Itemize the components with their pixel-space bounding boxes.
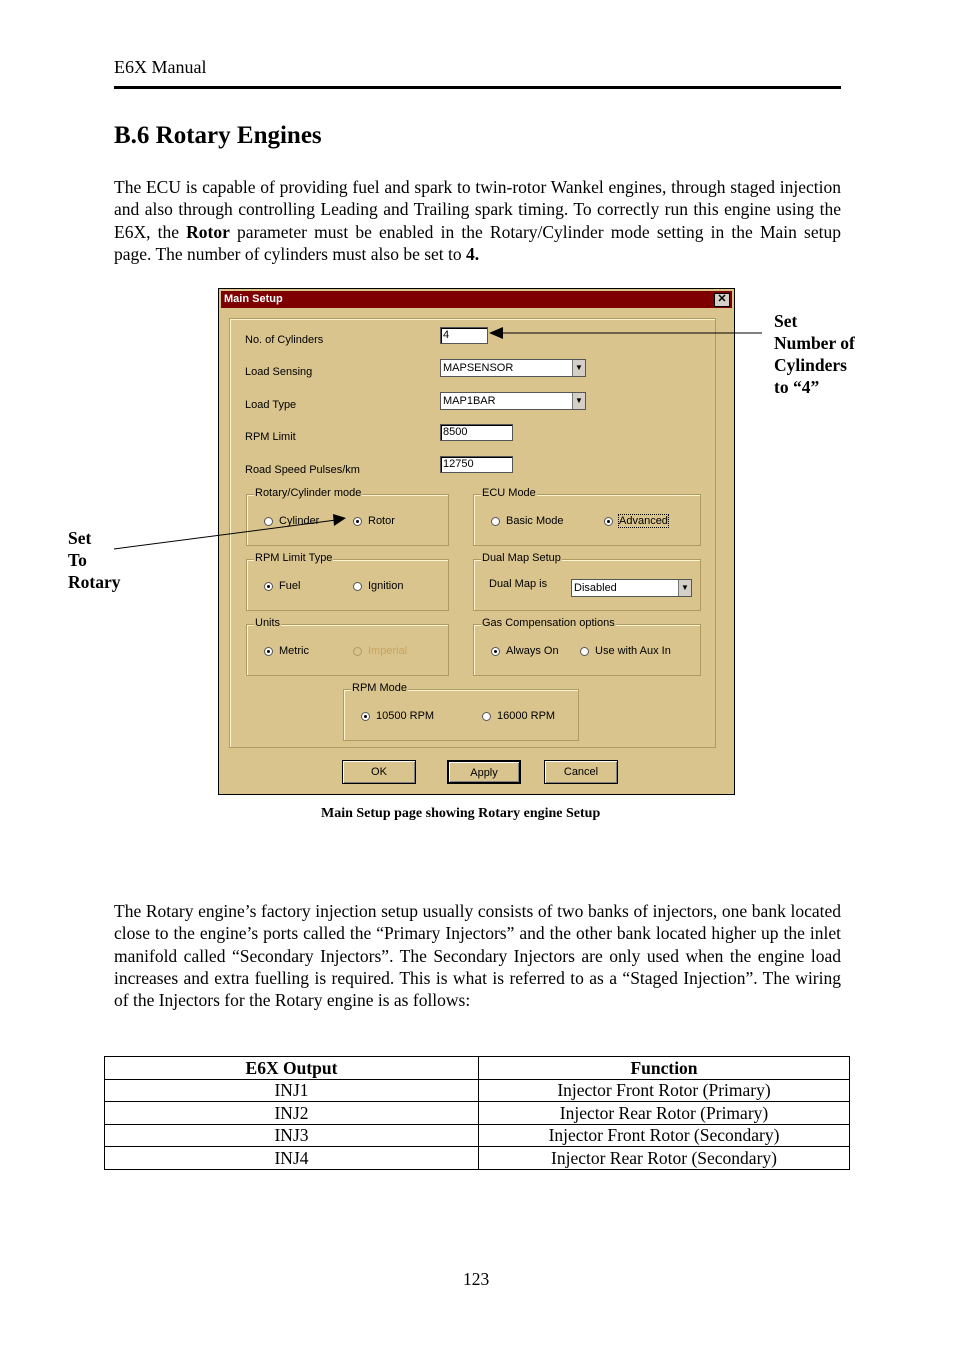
cylinders-input[interactable]: 4 bbox=[440, 327, 488, 344]
rpm-limit-label: RPM Limit bbox=[245, 431, 296, 443]
ok-button[interactable]: OK bbox=[342, 760, 416, 784]
table-cell: Injector Front Rotor (Secondary) bbox=[479, 1124, 850, 1147]
table-cell: INJ3 bbox=[105, 1124, 479, 1147]
rotary-arrow-head bbox=[333, 514, 346, 526]
rotary-arrow-line bbox=[114, 520, 336, 549]
radio-use-with-aux[interactable]: Use with Aux In bbox=[580, 645, 671, 657]
radio-always-on[interactable]: Always On bbox=[491, 645, 559, 657]
road-speed-label: Road Speed Pulses/km bbox=[245, 464, 360, 476]
dual-map-select[interactable]: Disabled ▼ bbox=[571, 579, 692, 597]
radio-16000-rpm[interactable]: 16000 RPM bbox=[482, 710, 555, 722]
chevron-down-icon[interactable]: ▼ bbox=[572, 393, 585, 409]
page-number: 123 bbox=[463, 1269, 490, 1289]
radio-imperial[interactable]: Imperial bbox=[353, 645, 407, 657]
radio-ignition[interactable]: Ignition bbox=[353, 580, 403, 592]
radio-advanced[interactable]: Advanced bbox=[604, 515, 668, 527]
load-type-label: Load Type bbox=[245, 399, 297, 411]
column-header: E6X Output bbox=[105, 1057, 479, 1080]
column-header: Function bbox=[479, 1057, 850, 1080]
table-row bbox=[105, 1124, 850, 1147]
cancel-button[interactable]: Cancel bbox=[544, 760, 618, 784]
table-cell: Injector Rear Rotor (Primary) bbox=[479, 1102, 850, 1125]
load-type-select[interactable]: MAP1BAR ▼ bbox=[440, 392, 586, 410]
dual-map-label: Dual Map is bbox=[489, 578, 548, 590]
group-title: ECU Mode bbox=[482, 487, 536, 499]
road-speed-input[interactable]: 12750 bbox=[440, 456, 513, 473]
load-sensing-label: Load Sensing bbox=[245, 366, 313, 378]
chevron-down-icon[interactable]: ▼ bbox=[572, 360, 585, 376]
radio-basic-mode[interactable]: Basic Mode bbox=[491, 515, 563, 527]
radio-rotor[interactable]: Rotor bbox=[353, 515, 395, 527]
group-title: Rotary/Cylinder mode bbox=[255, 487, 362, 499]
rpm-limit-input[interactable]: 8500 bbox=[440, 424, 513, 441]
group-title: Units bbox=[255, 617, 281, 629]
radio-10500-rpm[interactable]: 10500 RPM bbox=[361, 710, 434, 722]
injector-wiring-table bbox=[104, 1056, 850, 1170]
table-cell: INJ4 bbox=[105, 1147, 479, 1170]
chevron-down-icon[interactable]: ▼ bbox=[678, 580, 691, 596]
apply-button[interactable]: Apply bbox=[447, 760, 521, 784]
radio-cylinder[interactable]: Cylinder bbox=[264, 515, 319, 527]
table-cell: Injector Front Rotor (Primary) bbox=[479, 1079, 850, 1102]
table-cell: INJ2 bbox=[105, 1102, 479, 1125]
intro-paragraph: The ECU is capable of providing fuel and spark to twin-rotor Wankel engines, through staged injection and also through controlling Leading and Trailing spark timing. To correctly run this engine using the E6X, the Rotor parameter must be enabled in the Rotary/Cylinder mode setting in the Main setup page. The number of cylinders must also be set to 4. bbox=[114, 177, 841, 264]
group-title: RPM Mode bbox=[352, 682, 408, 694]
callout-set-rotary: Set To Rotary bbox=[68, 528, 121, 592]
injection-paragraph: The Rotary engine’s factory injection setup usually consists of two banks of injectors, one bank located close to the engine’s ports called the “Primary Injectors” and the other bank located higher up the inlet manifold called “Secondary Injectors”. The Secondary Injectors are only used when the engine load increases and extra fuelling is required. This is what is referred to as a “Staged Injection”. The wiring of the Injectors for the Rotary engine is as follows: bbox=[114, 901, 841, 1011]
table-cell: INJ1 bbox=[105, 1079, 479, 1102]
cylinders-label: No. of Cylinders bbox=[245, 334, 324, 346]
radio-fuel[interactable]: Fuel bbox=[264, 580, 300, 592]
table-row bbox=[105, 1147, 850, 1170]
load-sensing-select[interactable]: MAPSENSOR ▼ bbox=[440, 359, 586, 377]
group-title: Gas Compensation options bbox=[482, 617, 615, 629]
dialog-title: Main Setup bbox=[224, 293, 283, 305]
group-title: Dual Map Setup bbox=[482, 552, 561, 564]
close-button[interactable]: ✕ bbox=[714, 293, 730, 307]
table-header-row bbox=[105, 1057, 850, 1080]
table-row bbox=[105, 1079, 850, 1102]
table-row bbox=[105, 1102, 850, 1125]
cylinders-arrow-head bbox=[489, 327, 503, 339]
section-title: B.6 Rotary Engines bbox=[114, 122, 322, 149]
group-title: RPM Limit Type bbox=[255, 552, 333, 564]
radio-metric[interactable]: Metric bbox=[264, 645, 309, 657]
table-cell: Injector Rear Rotor (Secondary) bbox=[479, 1147, 850, 1170]
running-header: E6X Manual bbox=[114, 57, 207, 77]
figure-caption: Main Setup page showing Rotary engine Setup bbox=[321, 806, 601, 821]
callout-set-cylinders: Set Number of Cylinders to “4” bbox=[774, 311, 855, 397]
